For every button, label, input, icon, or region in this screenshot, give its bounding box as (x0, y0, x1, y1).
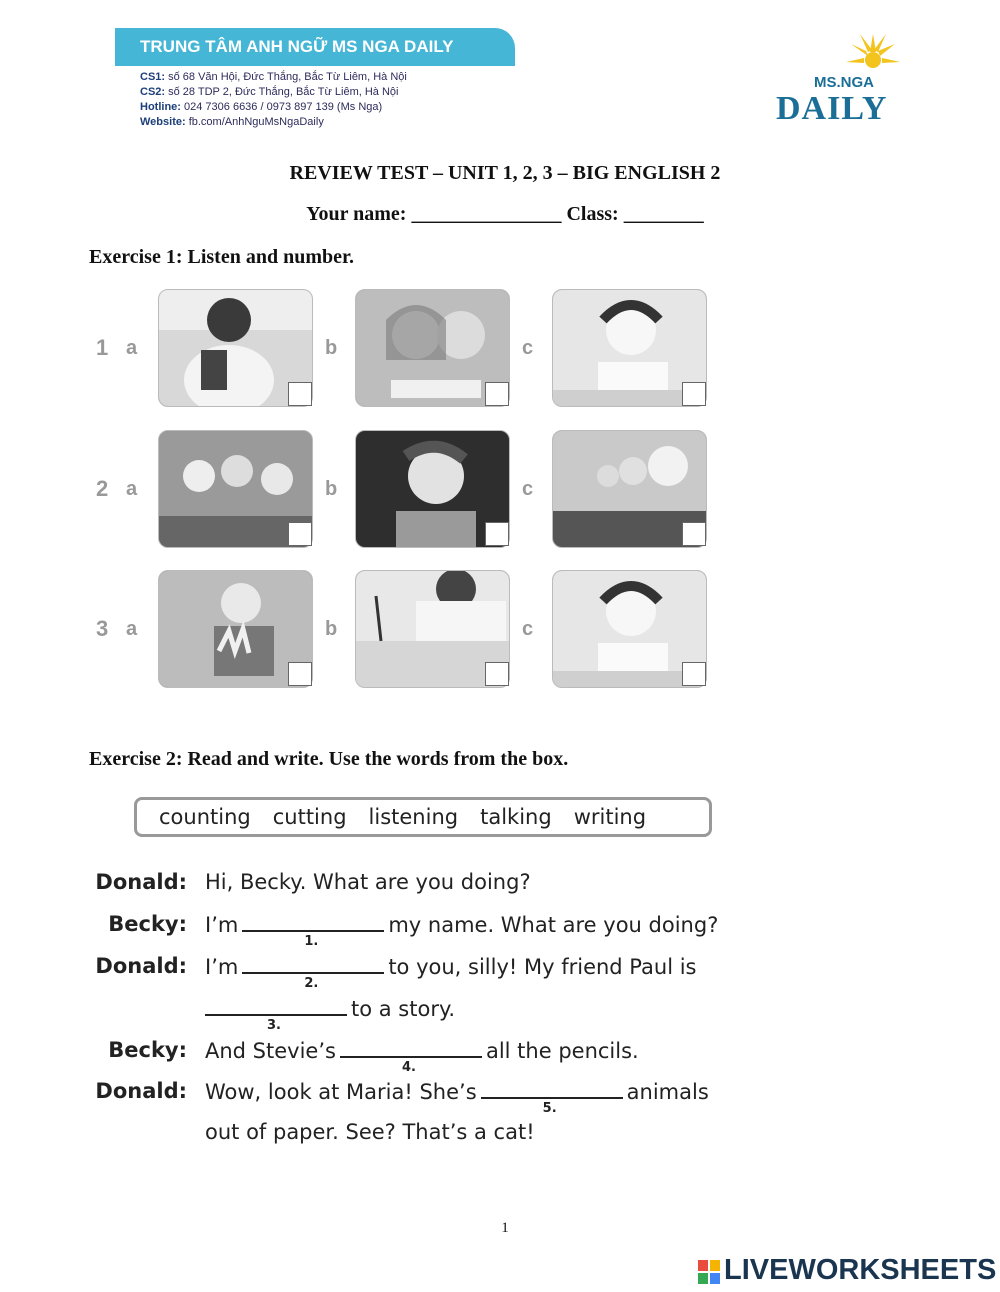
page-title: REVIEW TEST – UNIT 1, 2, 3 – BIG ENGLISH 2 (289, 162, 721, 184)
liveworksheets-logo-icon (698, 1259, 720, 1283)
checkbox-2a[interactable] (288, 522, 312, 546)
row1-letter-b: b (325, 337, 338, 359)
line-4: 3. to a story. (201, 996, 455, 1021)
row1-letter-c: c (522, 337, 534, 359)
blank-2[interactable]: 2. (242, 954, 384, 974)
logo-top-text: MS.NGA (814, 74, 874, 91)
logo-main-text: DAILY (776, 90, 888, 127)
speaker-becky-1: Becky: (108, 912, 187, 936)
word-box (134, 797, 712, 837)
speaker-becky-2: Becky: (108, 1038, 187, 1062)
row2-letter-a: a (126, 478, 138, 500)
line-3: I’m 2. to you, silly! My friend Paul is (205, 955, 697, 991)
checkbox-2b[interactable] (485, 522, 509, 546)
row2-letter-b: b (325, 478, 338, 500)
line-7: out of paper. See? That’s a cat! (205, 1120, 535, 1144)
line-5: And Stevie’s 4. all the pencils. (205, 1039, 639, 1075)
word-counting: counting (159, 805, 251, 829)
liveworksheets-brand (698, 1254, 996, 1287)
speaker-donald-3: Donald: (95, 1079, 187, 1103)
word-writing: writing (573, 805, 647, 829)
word-cutting: cutting (272, 805, 347, 829)
row3-letter-c: c (522, 618, 534, 640)
checkbox-1a[interactable] (288, 382, 312, 406)
row-number-2: 2 (96, 476, 109, 501)
exercise2-heading: Exercise 2: Read and write. Use the words from the box. (89, 748, 569, 770)
word-talking: talking (480, 805, 552, 829)
checkbox-3b[interactable] (485, 662, 509, 686)
blank-3[interactable]: 3. (205, 996, 347, 1016)
blank-5[interactable]: 5. (481, 1079, 623, 1099)
info-line-cs2: CS2: số 28 TDP 2, Đức Thắng, Bắc Từ Liêm, Hà Nội (140, 86, 399, 98)
blank-1[interactable]: 1. (242, 912, 384, 932)
center-info (140, 70, 407, 130)
info-line-cs1: CS1: số 68 Văn Hội, Đức Thắng, Bắc Từ Liêm, Hà Nội (140, 71, 407, 83)
checkbox-3a[interactable] (288, 662, 312, 686)
checkbox-3c[interactable] (682, 662, 706, 686)
row-number-3: 3 (96, 616, 109, 641)
line-6: Wow, look at Maria! She’s 5. animals (205, 1080, 709, 1116)
center-banner: TRUNG TÂM ANH NGỮ MS NGA DAILY (115, 28, 515, 66)
info-line-website: Website: fb.com/AnhNguMsNgaDaily (140, 116, 324, 128)
checkbox-1c[interactable] (682, 382, 706, 406)
info-line-hotline: Hotline: 024 7306 6636 / 0973 897 139 (Ms Nga) (140, 101, 383, 113)
line-1-text: Hi, Becky. What are you doing? (205, 870, 531, 894)
line-2: I’m 1. my name. What are you doing? (205, 913, 719, 949)
speaker-donald-2: Donald: (95, 954, 187, 978)
row3-letter-a: a (126, 618, 138, 640)
blank-4[interactable]: 4. (340, 1038, 482, 1058)
checkbox-1b[interactable] (485, 382, 509, 406)
page-number: 1 (501, 1220, 509, 1236)
row3-letter-b: b (325, 618, 338, 640)
row-number-1: 1 (96, 335, 109, 360)
exercise1-heading: Exercise 1: Listen and number. (89, 246, 355, 268)
word-listening: listening (368, 805, 459, 829)
row2-letter-c: c (522, 478, 534, 500)
checkbox-2c[interactable] (682, 522, 706, 546)
row1-letter-a: a (126, 337, 138, 359)
liveworksheets-text: LIVEWORKSHEETS (724, 1254, 997, 1286)
name-class-line[interactable]: Your name: _______________ Class: ________ (306, 203, 704, 225)
speaker-donald-1: Donald: (95, 870, 187, 894)
logo (770, 30, 920, 130)
